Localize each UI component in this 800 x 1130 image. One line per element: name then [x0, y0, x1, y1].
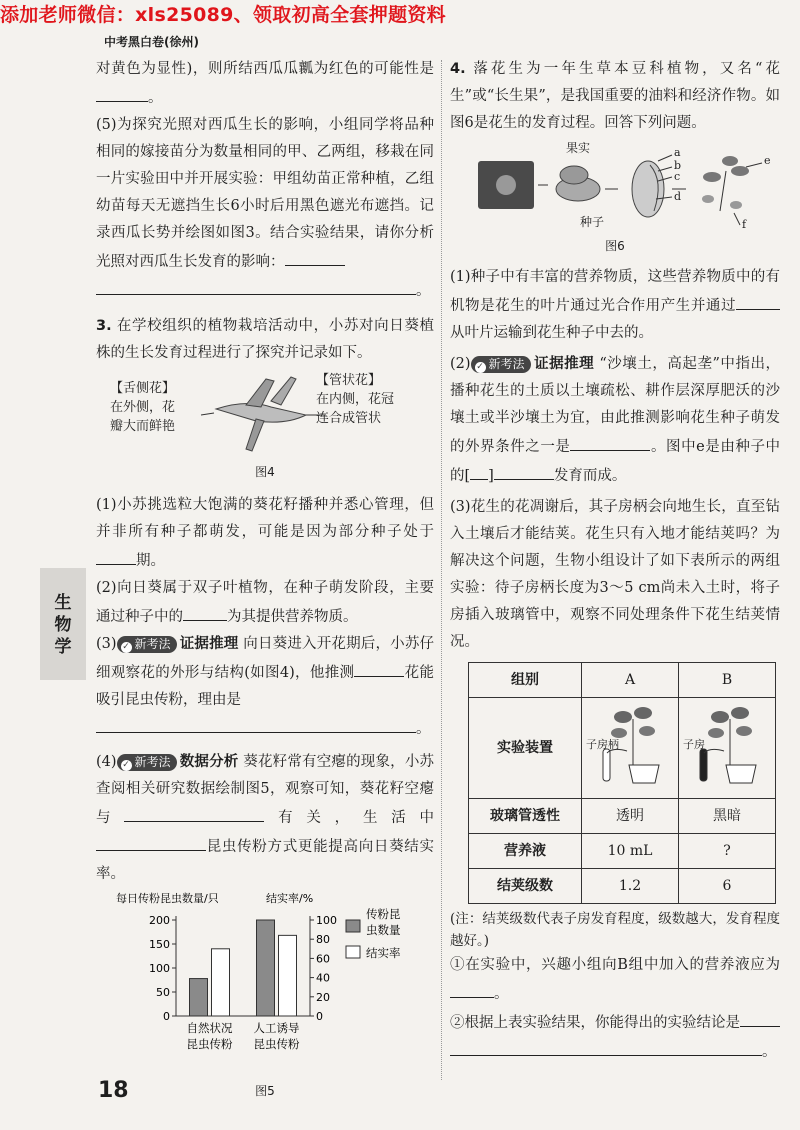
legend-label-rate: 结实率: [366, 946, 401, 960]
seed-section: [632, 161, 664, 217]
table-cell: 玻璃管透性: [469, 799, 582, 834]
device-a-label: 子房柄: [586, 738, 619, 751]
legend-swatch-rate: [346, 946, 360, 958]
fig4-ligulate-title: 【舌侧花】: [110, 381, 176, 396]
peanut-development-diagram: [450, 141, 780, 233]
column-divider: [441, 60, 442, 1080]
peanut-plant: [702, 156, 762, 225]
q4-part3: (3)花生的花凋谢后，其子房柄会向地生长，直至钻入土壤后才能结荚。花生只有入地才能结荚吗？为解决这个问题，生物小组设计了如下表所示的两组实验：待子房柄长度为3～5 cm尚未入土时，将子房插入玻璃管中，观察不同处理条件下花生结荚情况。: [450, 499, 780, 650]
bar-fruit-rate: [279, 935, 297, 1016]
subject-side-tab: [40, 568, 86, 680]
answer-line: 。: [450, 1037, 780, 1066]
table-cell: 结荚级数: [469, 869, 582, 904]
right-column: [450, 56, 780, 1066]
fig5-caption: 图5: [255, 1084, 275, 1098]
q4-part3-1: ①在实验中，兴趣小组向B组中加入的营养液应为。: [450, 957, 780, 1002]
new-method-tag: ✓ 新考法: [117, 754, 177, 771]
q3-stem: 3. 在学校组织的植物栽培活动中，小苏对向日葵植株的生长发育过程进行了探究并记录如下。: [96, 318, 435, 361]
table-note: (注：结荚级数代表子房发育程度，级数越大，发育程度越好。): [450, 911, 780, 949]
q3-part2: (2)向日葵属于双子叶植物，在种子萌发阶段，主要通过种子中的 为其提供营养物质。: [96, 580, 434, 625]
table-cell: 1.2: [582, 869, 679, 904]
q3-part1: (1)小苏挑选粒大饱满的葵花籽播种并悉心管理，但并非所有种子都萌发，可能是因为部分种子处于期。: [96, 497, 434, 569]
answer-line: 。: [96, 714, 434, 743]
figure-6: [450, 141, 780, 233]
fig4-ligulate-desc2: 瓣大而鲜艳: [110, 419, 176, 434]
table-header: B: [679, 663, 776, 698]
device-b-cell: [679, 698, 776, 799]
y-tick-label-left: 0: [163, 1010, 170, 1023]
y-tick-label-right: 100: [316, 914, 337, 927]
new-method-tag: ✓ 新考法: [117, 636, 177, 653]
experiment-table: [468, 662, 776, 904]
fig6-label-f: f: [742, 218, 747, 231]
bulb-icon: ✓: [122, 760, 130, 770]
bulb-icon: ✓: [476, 362, 484, 372]
fig6-label-d: d: [674, 190, 682, 203]
table-row: [469, 834, 776, 869]
table-header-row: [469, 663, 776, 698]
y-tick-label-left: 200: [149, 914, 170, 927]
legend-swatch-insects: [346, 920, 360, 932]
fig6-label-b: b: [674, 159, 682, 172]
subject-label: 生 物 学: [54, 593, 72, 657]
y-tick-label-left: 150: [149, 938, 170, 951]
promo-banner: 添加老师微信：xls25089、领取初高全套押题资料: [0, 4, 446, 26]
table-header: A: [582, 663, 679, 698]
table-row: [469, 869, 776, 904]
y-axis-title-left: 每日传粉昆虫数量/只: [116, 892, 219, 905]
left-column: [96, 56, 434, 1105]
x-category-label: 昆虫传粉: [186, 1037, 233, 1051]
y-tick-label-right: 40: [316, 971, 330, 985]
table-cell: ?: [679, 834, 776, 869]
q4-part3-2: ②根据上表实验结果，你能得出的实验结论是: [450, 1008, 780, 1037]
x-category-label: 自然状况: [186, 1021, 233, 1035]
table-cell: 透明: [582, 799, 679, 834]
q4-part2: (2) ✓ 新考法 证据推理 “沙壤土，高起垄”中指出，播种花生的土质以土壤疏松、耕作层深厚肥沃的沙壤土或半沙壤土为宜，由此推测影响花生种子萌发的外界条件之一是 。图中e是由种子中的[ ] 发育而成。: [450, 356, 781, 484]
fig4-ligulate-desc1: 在外侧，花: [110, 400, 176, 415]
y-axis-title-right: 结实率/%: [266, 892, 314, 905]
fig6-label-c: c: [674, 170, 681, 183]
fig4-tubular-title: 【管状花】: [316, 373, 382, 388]
legend-label-insects-2: 虫数量: [366, 923, 401, 937]
q3-part4: (4) ✓ 新考法 数据分析 葵花籽常有空瘪的现象，小苏查阅相关研究数据绘制图5，观察可知，葵花籽空瘪与 有关，生活中昆虫传粉方式更能提高向日葵结实率。: [96, 754, 435, 882]
fig4-tubular-desc1: 在内侧，花冠: [316, 392, 395, 407]
y-tick-label-right: 60: [316, 952, 330, 966]
table-row: [469, 799, 776, 834]
table-row: [469, 698, 776, 799]
y-tick-label-right: 20: [316, 990, 330, 1004]
new-method-tag: ✓ 新考法: [471, 356, 531, 373]
y-tick-label-right: 0: [316, 1010, 323, 1023]
q4-part1: (1)种子中有丰富的营养物质，这些营养物质中的有机物是花生的叶片通过光合作用产生并通过从叶片运输到花生种子中去的。: [450, 269, 780, 341]
fig4-tubular-desc2: 连合成管状: [316, 411, 382, 426]
x-category-label: 人工诱导: [253, 1021, 300, 1035]
figure-4: [96, 369, 434, 459]
figure-5: [96, 890, 434, 1078]
bar-insect-count: [190, 979, 208, 1016]
fig6-label-e: e: [764, 154, 771, 167]
table-cell: 营养液: [469, 834, 582, 869]
table-cell: 黑暗: [679, 799, 776, 834]
fig6-label-seed: 种子: [580, 215, 605, 229]
table-cell: 10 mL: [582, 834, 679, 869]
q4-stem: 4. 落花生为一年生草本豆科植物，又名“花生”或“长生果”，是我国重要的油料和经济作物。如图6是花生的发育过程。回答下列问题。: [450, 61, 780, 131]
y-tick-label-right: 80: [316, 933, 330, 947]
x-category-label: 昆虫传粉: [253, 1037, 300, 1051]
y-tick-label-left: 50: [156, 986, 170, 999]
legend-label-insects-1: 传粉昆: [366, 907, 401, 921]
bulb-icon: ✓: [122, 642, 130, 652]
device-b-label: 子房: [683, 738, 705, 751]
bar-insect-count: [257, 920, 275, 1016]
table-header: 组别: [469, 663, 582, 698]
pollination-chart: [96, 890, 434, 1068]
series-title: 中考黑白卷(徐州): [104, 35, 199, 49]
page-number: 18: [98, 1078, 129, 1103]
fig6-caption: 图6: [605, 239, 625, 253]
q2-part5: (5)为探究光照对西瓜生长的影响，小组同学将品种相同的嫁接苗分为数量相同的甲、乙两组，移栽在同一片实验田中并开展实验：甲组幼苗正常种植，乙组幼苗每天无遮挡生长6小时后用黑色遮光布遮挡。记录西瓜长势并绘图如图3。结合实验结果，请你分析光照对西瓜生长发育的影响：: [96, 117, 434, 270]
table-cell: 实验装置: [469, 698, 582, 799]
y-tick-label-left: 100: [149, 962, 170, 975]
fig6-label-a: a: [674, 146, 681, 159]
table-cell: 6: [679, 869, 776, 904]
q3-part3: (3) ✓ 新考法 证据推理 向日葵进入开花期后，小苏仔细观察花的外形与结构(如图4)，他推测 花能吸引昆虫传粉，理由是: [96, 636, 435, 708]
fig4-caption: 图4: [255, 465, 275, 479]
answer-line: 。: [96, 276, 434, 305]
bar-fruit-rate: [212, 949, 230, 1016]
q2-continuation: 对黄色为显性)，则所结西瓜瓜瓤为红色的可能性是。: [96, 61, 434, 106]
device-a-cell: [582, 698, 679, 799]
fig6-label-fruit: 果实: [566, 141, 591, 155]
